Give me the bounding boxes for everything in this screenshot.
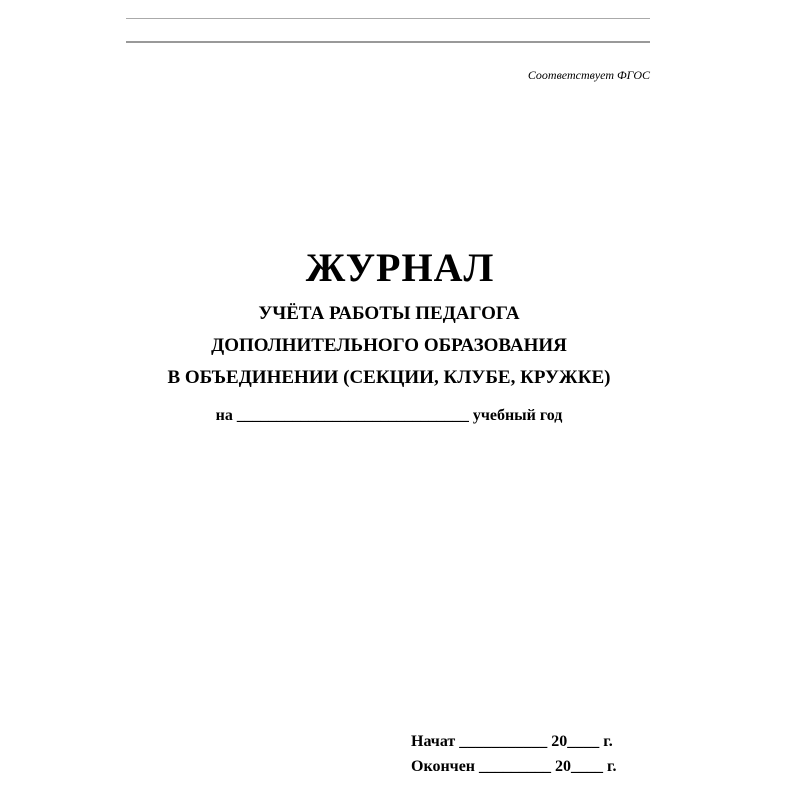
subtitle-line-3: В ОБЪЕДИНЕНИИ (СЕКЦИИ, КЛУБЕ, КРУЖКЕ) bbox=[167, 367, 611, 388]
finished-date-line: Окончен _________ 20____ г. bbox=[411, 758, 617, 775]
started-date-line: Начат ___________ 20____ г. bbox=[411, 733, 613, 750]
journal-title: ЖУРНАЛ bbox=[305, 245, 495, 290]
academic-year-line: на _____________________________ учебный год bbox=[215, 407, 563, 424]
top-divider bbox=[126, 18, 650, 19]
fgos-compliance-note: Соответствует ФГОС bbox=[527, 68, 650, 82]
second-divider bbox=[126, 41, 650, 43]
subtitle-line-2: ДОПОЛНИТЕЛЬНОГО ОБРАЗОВАНИЯ bbox=[211, 335, 567, 356]
subtitle-line-1: УЧЁТА РАБОТЫ ПЕДАГОГА bbox=[258, 303, 520, 324]
